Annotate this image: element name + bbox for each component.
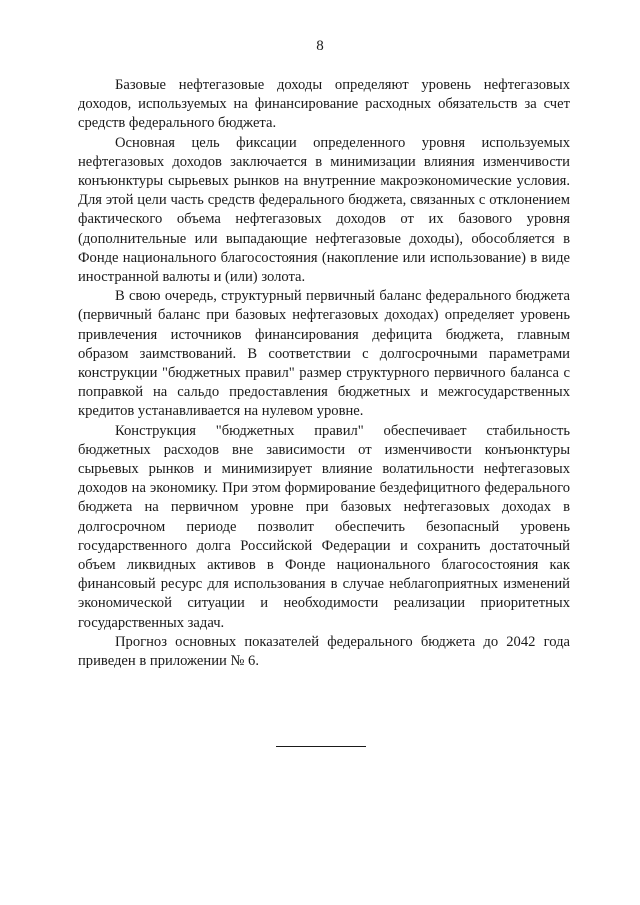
end-of-text-divider xyxy=(276,746,366,747)
page-number: 8 xyxy=(316,38,324,54)
paragraph-fixation-purpose: Основная цель фиксации определенного уровня используемых нефтегазовых доходов заключается в минимизации влияния изменчивости конъюнктуры сырьевых рынков на внутренние макроэкономические условия. Для этой цели часть средств федерального бюджета, связанных с отклонением фактического объема нефтегазовых доходов от их базового уровня (дополнительные или выпадающие нефтегазовые доходы), обособляется в Фонде национального благосостояния (накопление или использование) в виде иностранной валюты и (или) золота. xyxy=(78,134,570,286)
paragraph-budget-rules-construction: Конструкция "бюджетных правил" обеспечивает стабильность бюджетных расходов вне зависимости от изменчивости конъюнктуры сырьевых рынков и минимизирует влияние волатильности нефтегазовых доходов на экономику. При этом формирование бездефицитного федерального бюджета на первичном уровне при базовых нефтегазовых доходах в долгосрочном периоде позволит обеспечить безопасный уровень государственного долга Российской Федерации и сохранить достаточный объем ликвидных активов в Фонде национального благосостояния как финансовый ресурс для использования в случае неблагоприятных изменений экономической ситуации и необходимости реализации приоритетных государственных задач. xyxy=(78,422,570,631)
document-body xyxy=(78,76,570,671)
paragraph-base-oil-gas-revenues: Базовые нефтегазовые доходы определяют уровень нефтегазовых доходов, используемых на финансирование расходных обязательств за счет средств федерального бюджета. xyxy=(78,77,570,132)
paragraph-forecast-reference: Прогноз основных показателей федерального бюджета до 2042 года приведен в приложении № 6. xyxy=(78,633,570,670)
paragraph-structural-primary-balance: В свою очередь, структурный первичный баланс федерального бюджета (первичный баланс при базовых нефтегазовых доходах) определяет уровень привлечения источников финансирования дефицита бюджета, главным образом заимствований. В соответствии с долгосрочными параметрами конструкции "бюджетных правил" размер структурного первичного баланса с поправкой на сальдо предоставления бюджетных и межгосударственных кредитов устанавливается на нулевом уровне. xyxy=(78,288,570,420)
